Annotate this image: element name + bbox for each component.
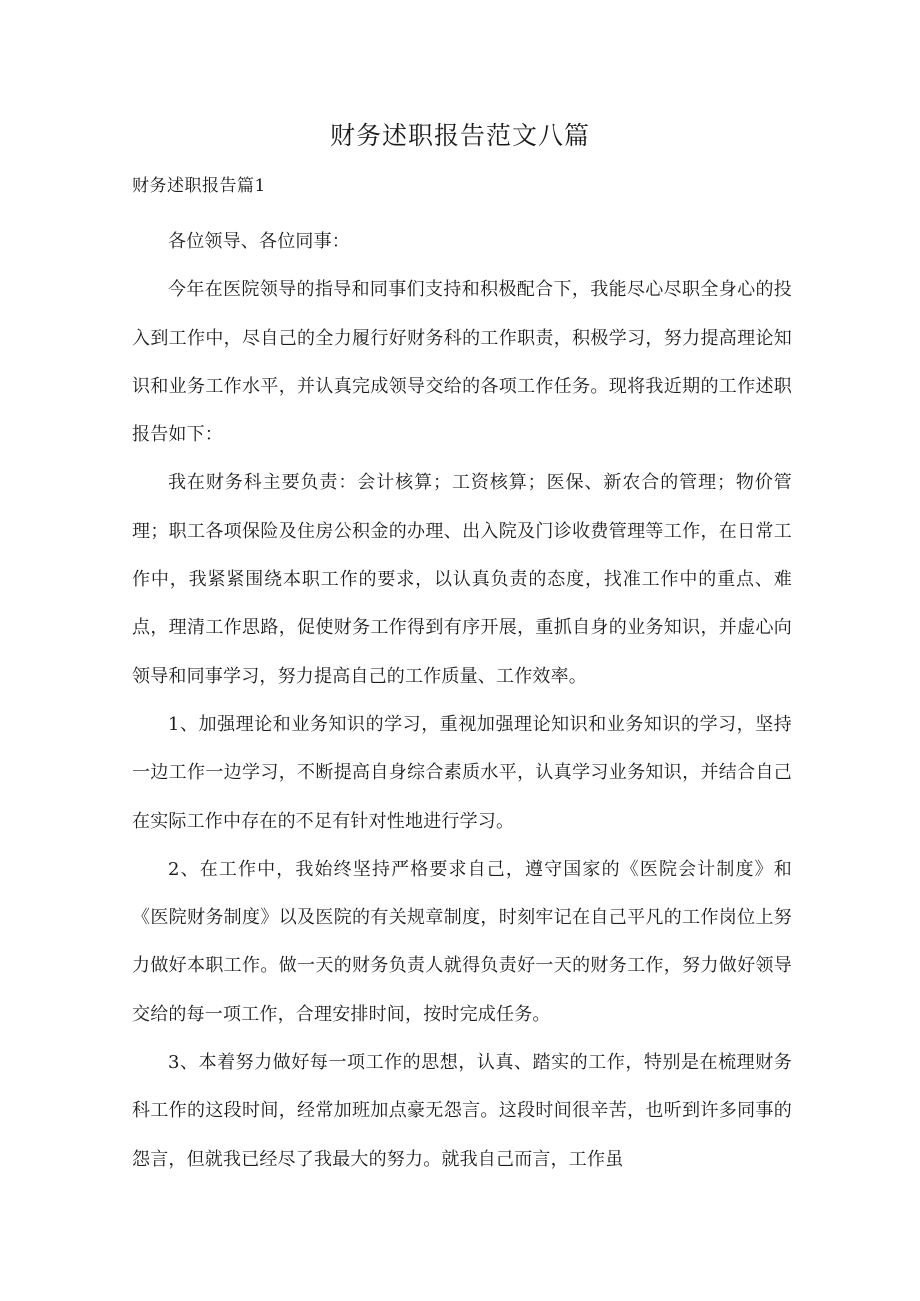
paragraph-item-3: 3、本着努力做好每一项工作的思想，认真、踏实的工作，特别是在梳理财务科工作的这段时间，经常加班加点豪无怨言。这段时间很辛苦，也听到许多同事的怨言，但就我已经尽了我最大的努力。就我自己而言，工作虽 <box>132 1052 792 1170</box>
paragraph-item-2: 2、在工作中，我始终坚持严格要求自己，遵守国家的《医院会计制度》和《医院财务制度》以及医院的有关规章制度，时刻牢记在自己平凡的工作岗位上努力做好本职工作。做一天的财务负责人就得负责好一天的财务工作，努力做好领导交给的每一项工作，合理安排时间，按时完成任务。 <box>132 858 792 1025</box>
document-body <box>132 218 792 1184</box>
paragraph-intro: 今年在医院领导的指导和同事们支持和积极配合下，我能尽心尽职全身心的投入到工作中，尽自己的全力履行好财务科的工作职责，积极学习，努力提高理论知识和业务工作水平，并认真完成领导交给的各项工作任务。现将我近期的工作述职报告如下： <box>132 279 792 446</box>
section-heading: 财务述职报告篇1 <box>132 176 266 196</box>
paragraph-item-1: 1、加强理论和业务知识的学习，重视加强理论知识和业务知识的学习，坚持一边工作一边学习，不断提高自身综合素质水平，认真学习业务知识，并结合自己在实际工作中存在的不足有针对性地进行学习。 <box>132 713 792 832</box>
paragraph-responsibilities: 我在财务科主要负责：会计核算；工资核算；医保、新农合的管理；物价管理；职工各项保险及住房公积金的办理、出入院及门诊收费管理等工作，在日常工作中，我紧紧围绕本职工作的要求，以认真负责的态度，找准工作中的重点、难点，理清工作思路，促使财务工作得到有序开展，重抓自身的业务知识，并虚心向领导和同事学习，努力提高自己的工作质量、工作效率。 <box>132 472 792 687</box>
paragraph-greeting: 各位领导、各位同事： <box>168 231 350 252</box>
document-title: 财务述职报告范文八篇 <box>329 121 590 150</box>
